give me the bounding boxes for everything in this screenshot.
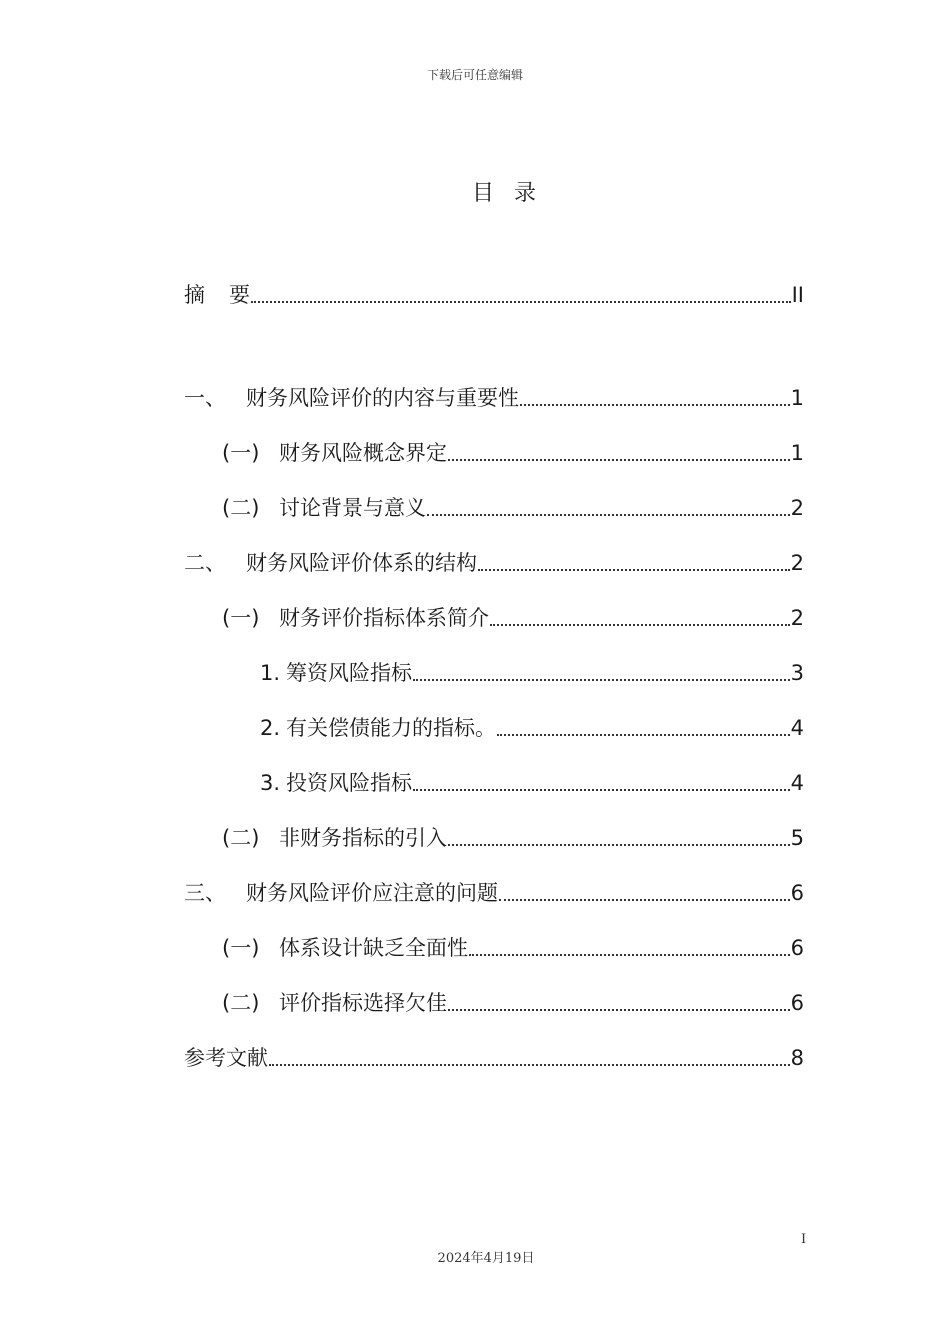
toc-page-number: 1 [790,386,804,410]
toc-page-number: 2 [790,496,804,520]
toc-entry-text: 体系设计缺乏全面性 [279,936,468,960]
toc-entry-abstract[interactable] [184,280,804,310]
toc-page-number: 3 [790,661,804,685]
dot-leader [448,458,790,461]
toc-page-number: 4 [790,771,804,795]
dot-leader [490,623,790,626]
toc-entry-text: 财务风险评价应注意的问题 [246,881,498,905]
toc-entry-text: 财务评价指标体系简介 [279,606,489,630]
toc-entry-number: 三、 [184,881,226,905]
dot-leader [251,300,791,303]
page-title [0,176,950,207]
toc-entry-number: 一、 [184,386,226,410]
dot-leader [520,403,790,406]
toc-entry[interactable] [184,878,804,908]
toc-entry-text: 财务风险概念界定 [279,441,447,465]
dot-leader [413,678,790,681]
toc-page-number: 2 [790,606,804,630]
toc-entry-text: 筹资风险指标 [286,661,412,685]
dot-leader [478,568,790,571]
toc-entry-text: 参考文献 [184,1046,268,1070]
toc-entry-text: 评价指标选择欠佳 [279,991,447,1015]
toc-page-number: 8 [790,1046,804,1070]
toc-page-number: 2 [790,551,804,575]
toc-entry[interactable] [222,933,804,963]
toc-page-number: 1 [790,441,804,465]
toc-entry[interactable] [222,493,804,523]
dot-leader [499,898,790,901]
dot-leader [497,733,790,736]
toc-page-number: 5 [790,826,804,850]
toc-entry-number: (二) [222,496,260,520]
toc-entry[interactable] [222,603,804,633]
page-number-roman: I [801,1232,807,1247]
toc-entry-number: 1. [260,661,281,685]
dot-leader [427,513,790,516]
toc-entry[interactable] [222,823,804,853]
toc-page-number: II [791,283,804,307]
toc-page-number: 6 [790,936,804,960]
title-char-1: 目 [471,181,496,206]
toc-entry-number: (二) [222,826,260,850]
toc-entry-text: 非财务指标的引入 [279,826,447,850]
toc-entry-text: 财务风险评价的内容与重要性 [246,386,519,410]
dot-leader [469,953,790,956]
toc-entry-text: 财务风险评价体系的结构 [246,551,477,575]
toc-entry[interactable] [260,713,804,743]
toc-entry[interactable] [222,438,804,468]
toc-entry-number: (一) [222,441,260,465]
dot-leader [413,788,790,791]
header-note: 下载后可任意编辑 [426,68,523,82]
toc-entry[interactable] [260,658,804,688]
toc-entry-number: (一) [222,936,260,960]
toc-entry-text: 讨论背景与意义 [279,496,426,520]
toc-entry-number: 二、 [184,551,226,575]
toc-entry-number: (二) [222,991,260,1015]
toc-entry-number: 2. [260,716,281,740]
toc-entry-number: 3. [260,771,281,795]
title-char-2: 录 [514,181,539,206]
toc-entry-number: (一) [222,606,260,630]
toc-entry[interactable] [184,548,804,578]
dot-leader [448,1008,790,1011]
toc-entry-text: 投资风险指标 [286,771,412,795]
toc-entry[interactable] [184,383,804,413]
toc-entry-label: 摘 要 [184,283,250,307]
toc-entry-references[interactable] [184,1043,804,1073]
toc-entry-text: 有关偿债能力的指标。 [286,716,496,740]
toc-page-number: 6 [790,991,804,1015]
toc-entry[interactable] [260,768,804,798]
footer-date: 2024年4月19日 [437,1251,535,1266]
toc-page-number: 6 [790,881,804,905]
dot-leader [269,1063,790,1066]
toc-page-number: 4 [790,716,804,740]
toc-entry[interactable] [222,988,804,1018]
dot-leader [448,843,790,846]
